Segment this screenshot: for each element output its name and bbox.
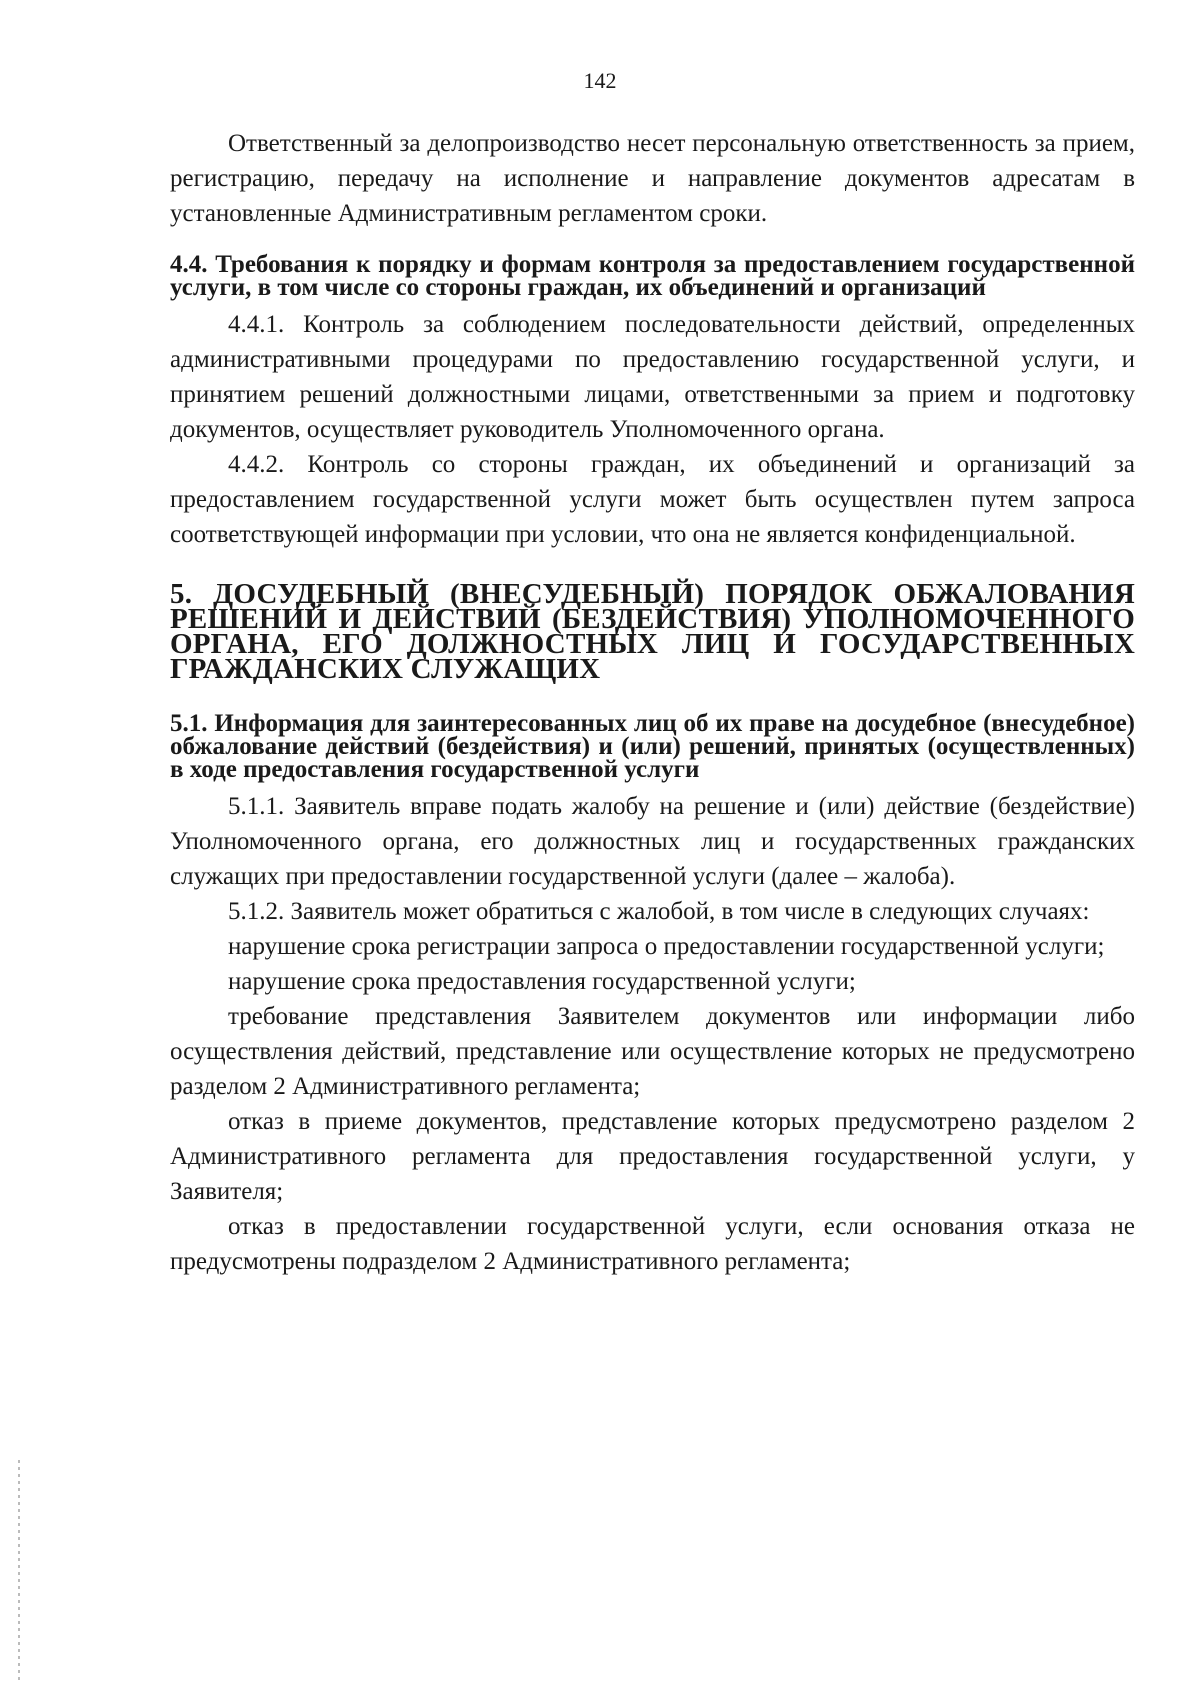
case-extra-documents: требование представления Заявителем документов или информации либо осуществления действий, представление или осуществление которых не предусмотрено разделом 2 Административного регламента; [170, 1003, 1135, 1100]
page-number: 142 [583, 68, 617, 93]
section-5-title: 5. ДОСУДЕБНЫЙ (ВНЕСУДЕБНЫЙ) ПОРЯДОК ОБЖАЛОВАНИЯ РЕШЕНИЙ И ДЕЙСТВИЙ (БЕЗДЕЙСТВИЯ) УПОЛНОМОЧЕННОГО ОРГАНА, ЕГО ДОЛЖНОСТНЫХ ЛИЦ И ГОСУДАРСТВЕННЫХ ГРАЖДАНСКИХ СЛУЖАЩИХ [170, 578, 1135, 685]
paragraph-responsibility: Ответственный за делопроизводство несет персональную ответственность за прием, регистрацию, передачу на исполнение и направление документов адресатам в установленные Административным регламентом сроки. [170, 130, 1135, 227]
paragraph-5-1-2: 5.1.2. Заявитель может обратиться с жалобой, в том числе в следующих случаях: [228, 898, 1090, 925]
case-registration-violation: нарушение срока регистрации запроса о предоставлении государственной услуги; [228, 933, 1105, 960]
paragraph-4-4-2: 4.4.2. Контроль со стороны граждан, их объединений и организаций за предоставлением государственной услуги может быть осуществлен путем запроса соответствующей информации при условии, что она не является конфиденциальной. [170, 451, 1135, 548]
case-refusal-service: отказ в предоставлении государственной услуги, если основания отказа не предусмотрены подразделом 2 Административного регламента; [170, 1213, 1135, 1275]
scan-edge-marks [18, 1460, 20, 1680]
case-term-violation: нарушение срока предоставления государственной услуги; [228, 968, 856, 995]
heading-5-1: 5.1. Информация для заинтересованных лиц об их праве на досудебное (внесудебное) обжалование действий (бездействия) и (или) решений, принятых (осуществленных) в ходе предоставления государственной услуги [170, 710, 1135, 783]
paragraph-4-4-1: 4.4.1. Контроль за соблюдением последовательности действий, определенных административными процедурами по предоставлению государственной услуги, и принятием решений должностными лицами, ответственными за прием и подготовку документов, осуществляет руководитель Уполномоченного органа. [170, 311, 1135, 443]
document-body [170, 126, 1135, 1279]
paragraph-5-1-1: 5.1.1. Заявитель вправе подать жалобу на решение и (или) действие (бездействие) Уполномоченного органа, его должностных лиц и государственных гражданских служащих при предоставлении государственной услуги (далее – жалоба). [170, 793, 1135, 890]
heading-4-4: 4.4. Требования к порядку и формам контроля за предоставлением государственной услуги, в том числе со стороны граждан, их объединений и организаций [170, 251, 1135, 301]
case-refusal-acceptance: отказ в приеме документов, представление которых предусмотрено разделом 2 Административного регламента для предоставления государственной услуги, у Заявителя; [170, 1108, 1135, 1205]
